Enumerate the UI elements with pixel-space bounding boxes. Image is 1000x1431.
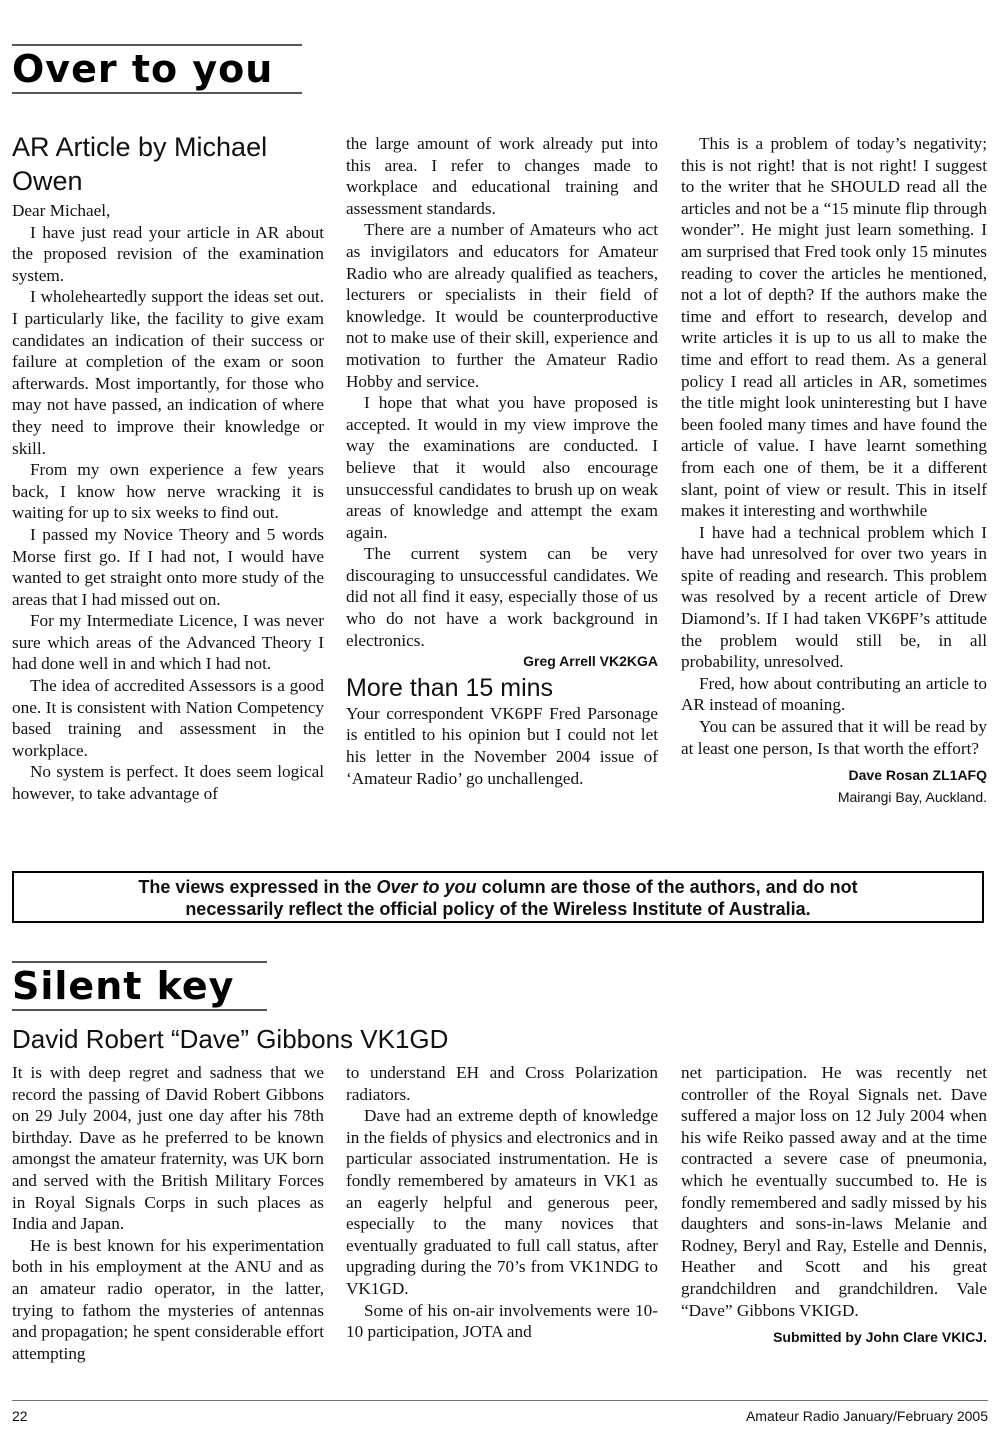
paragraph: I have had a technical problem which I have had unresolved for over two years in spite of reading and research. This problem was resolved by a recent article of Drew Diamond’s. If I had taken VK6PF’s attitude the problem would still be, in all probability, unresolved. [681,522,987,672]
paragraph: He is best known for his experimentation both in his employment at the ANU and as an amateur radio operator, in the latter, trying to fathom the mysteries of antennas and propagation; he spent considerable effort attempting [12,1235,324,1363]
paragraph: Some of his on-air involvements were 10-10 participation, JOTA and [346,1300,658,1342]
paragraph: I wholeheartedly support the ideas set out. I particularly like, the facility to give exam candidates an indication of their success or failure at completion of the exam or soon afterwards. Most importantly, for those who may not have passed, an indication of where they need to improve their knowledge or skill. [12,287,324,458]
article-headline: AR Article by Michael Owen [12,132,268,196]
top-rule [12,961,267,963]
paragraph: No system is perfect. It does seem logical however, to take advantage of [12,762,324,804]
paragraph: The idea of accredited Assessors is a good one. It is consistent with Nation Competency based training and assessment in the workplace. [12,676,324,760]
section-banner-silent-key: Silent key [12,964,235,1008]
top-rule [12,44,302,46]
author-signature: Dave Rosan ZL1AFQ [848,767,987,784]
article-headline: More than 15 mins [346,673,554,702]
salutation: Dear Michael, [12,201,111,220]
author-signature: Submitted by John Clare VKICJ. [773,1329,987,1346]
disclaimer-box: The views expressed in the Over to you column are those of the authors, and do not necessarily reflect the official policy of the Wireless Institute of Australia. [12,871,984,923]
column-1 [12,130,324,805]
paragraph: From my own experience a few years back, I know how nerve wracking it is waiting for up to six weeks to find out. [12,460,324,523]
paragraph: net participation. He was recently net controller of the Royal Signals net. Dave suffered a major loss on 12 July 2004 when his wife Reiko passed away and at the time contracted a severe case of pneumonia, which he eventually succumbed to. He is fondly remembered and sadly missed by his daughters and sons-in-laws Melanie and Rodney, Beryl and Ray, Estelle and Dennis, Heather and Scott and his great grandchildren and grandchildren. Vale “Dave” Gibbons VKIGD. [681,1063,987,1320]
paragraph: I hope that what you have proposed is accepted. It would in my view improve the way the examinations are conducted. I believe that it would also encourage unsuccessful candidates to brush up on weak areas of knowledge and attempt the exam again. [346,393,658,542]
paragraph: I passed my Novice Theory and 5 words Morse first go. If I had not, I would have wanted to get straight onto more study of the areas that I had missed out on. [12,524,324,609]
column-2 [346,1062,658,1343]
paragraph: There are a number of Amateurs who act as invigilators and educators for Amateur Radio who are already qualified as teachers, lecturers or specialists in their field of knowledge. It would be counterproductive not to make use of their skill, experience and motivation to further the Amateur Radio Hobby and service. [346,220,658,391]
section-banner-over-to-you: Over to you [12,47,274,91]
paragraph: This is a problem of today’s negativity; this is not right! that is not right! I suggest to the writer that he SHOULD read all the articles and not be a “15 minute flip through wonder”. He might just learn something. I am surprised that Fred took only 15 minutes reading to cover the articles he mentioned, not a lot of depth? If the authors make the time and effort to research, develop and write articles it is up to us all to make the time and effort to read them. As a general policy I read all articles in AR, sometimes the title might look uninteresting but I have been fooled many times and have found the article of value. I have learnt something from each one of them, be it a different slant, point of view or result. This in itself makes it interesting and worthwhile [681,134,987,521]
paragraph: The current system can be very discouraging to unsuccessful candidates. We did not all find it easy, especially those of us who do not have a work background in electronics. [346,544,658,650]
publication-footer: Amateur Radio January/February 2005 [745,1408,988,1424]
banner-underline [12,1009,267,1011]
paragraph: Dave had an extreme depth of knowledge in the fields of physics and electronics and in particular associated instrumentation. He is fondly remembered by amateurs in VK1 as an eagerly helpful and generous peer, especially to the many novices that eventually graduated to full call status, after upgrading during the 70’s from VK1NDG to VK1GD. [346,1106,658,1298]
paragraph: Fred, how about contributing an article to AR instead of moaning. [681,673,987,715]
paragraph: to understand EH and Cross Polarization radiators. [346,1063,658,1104]
paragraph: You can be assured that it will be read by at least one person, Is that worth the effort? [681,717,987,758]
column-3 [681,1062,987,1349]
author-signature: Greg Arrell VK2KGA [523,653,658,670]
page-number: 22 [12,1408,28,1424]
column-2 [346,133,658,789]
paragraph: It is with deep regret and sadness that we record the passing of David Robert Gibbons on 29 July 2004, just one day after his 78th birthday. Dave as he preferred to be known amongst the amateur fraternity, was UK born and served with the British Military Forces in Royal Signals Corps in such places as India and Japan. [12,1063,324,1234]
paragraph: For my Intermediate Licence, I was never sure which areas of the Advanced Theory I had done well in and which I had not. [12,611,324,674]
paragraph: the large amount of work already put into this area. I refer to changes made to workplace and educational training and assessment standards. [346,134,658,218]
obituary-headline: David Robert “Dave” Gibbons VK1GD [12,1024,449,1054]
author-location: Mairangi Bay, Auckland. [837,788,987,805]
column-3 [681,133,987,808]
paragraph: Your correspondent VK6PF Fred Parsonage is entitled to his opinion but I could not let his letter in the November 2004 issue of ‘Amateur Radio’ go unchallenged. [346,703,658,788]
column-1 [12,1062,324,1364]
paragraph: I have just read your article in AR about the proposed revision of the examination system. [12,222,324,285]
banner-underline [12,92,302,94]
footer-rule [12,1400,988,1401]
